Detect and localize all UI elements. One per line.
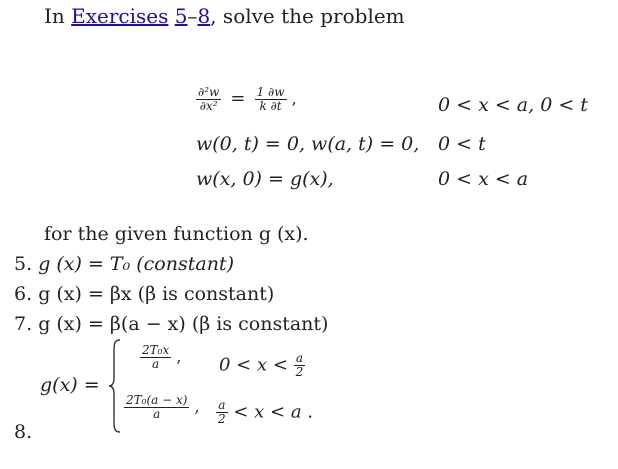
exercise-number: 6. xyxy=(14,283,33,305)
case1-comma: , xyxy=(176,347,182,367)
case2-domain-right: < x < a . xyxy=(233,401,314,423)
pde-lhs-fraction xyxy=(196,86,221,113)
exercise-5 xyxy=(14,253,234,275)
pde-rhs-denominator: k ∂t xyxy=(259,99,282,114)
exercise-8-number: 8. xyxy=(14,421,33,443)
exercise-number: 7. xyxy=(14,313,33,335)
intro-line xyxy=(44,4,405,28)
pde-equation xyxy=(196,86,297,113)
exercise-6 xyxy=(14,283,274,305)
pde-lhs-numerator: ∂²w xyxy=(198,85,220,99)
left-brace xyxy=(108,338,122,434)
exercise-number: 5. xyxy=(14,253,33,275)
boundary-conditions: w(0, t) = 0, w(a, t) = 0, xyxy=(196,133,420,155)
piecewise-case-1 xyxy=(140,344,181,371)
pde-rhs-fraction xyxy=(255,86,287,113)
exercise-8-link[interactable]: 8 xyxy=(197,4,211,28)
case2-domain-numerator: a xyxy=(216,399,228,413)
exercise-text: g (x) = T₀ (constant) xyxy=(38,253,234,275)
case1-domain xyxy=(219,352,305,379)
initial-condition: w(x, 0) = g(x), xyxy=(196,168,334,190)
pde-lhs-denominator: ∂x² xyxy=(199,99,218,114)
case1-fraction xyxy=(140,344,171,371)
case2-domain-denominator: 2 xyxy=(218,412,226,427)
piecewise-case-2 xyxy=(124,394,200,421)
case1-domain-left: 0 < x < xyxy=(219,354,288,376)
case1-denominator: a xyxy=(152,357,160,372)
exercise-text: g (x) = βx (β is constant) xyxy=(38,283,275,305)
intro-prefix: In xyxy=(44,4,72,28)
case2-domain xyxy=(216,399,313,426)
for-given-function-text: for the given function g (x). xyxy=(44,223,309,245)
case2-numerator: 2T₀(a − x) xyxy=(126,393,188,407)
piecewise-lhs: g(x) = xyxy=(40,374,100,396)
pde-domain: 0 < x < a, 0 < t xyxy=(438,94,588,116)
case2-comma: , xyxy=(194,397,200,417)
exercise-7 xyxy=(14,313,328,335)
pde-rhs-numerator: 1 ∂w xyxy=(256,85,285,99)
exercise-text: g (x) = β(a − x) (β is constant) xyxy=(38,313,329,335)
case1-domain-numerator: a xyxy=(294,352,306,366)
case1-numerator: 2T₀x xyxy=(142,343,170,357)
case1-domain-fraction xyxy=(294,352,306,379)
intro-suffix: , solve the problem xyxy=(210,4,405,28)
bc-domain: 0 < t xyxy=(438,133,486,155)
pde-equals: = xyxy=(230,88,246,110)
case2-domain-fraction xyxy=(216,399,228,426)
pde-comma: , xyxy=(291,89,297,109)
case2-denominator: a xyxy=(153,407,161,422)
case1-domain-denominator: 2 xyxy=(295,365,304,380)
case2-fraction xyxy=(124,394,189,421)
ic-domain: 0 < x < a xyxy=(438,168,529,190)
exercise-5-link[interactable]: 5 xyxy=(174,4,188,28)
exercises-link[interactable]: Exercises xyxy=(71,4,169,28)
intro-dash: – xyxy=(187,4,198,28)
